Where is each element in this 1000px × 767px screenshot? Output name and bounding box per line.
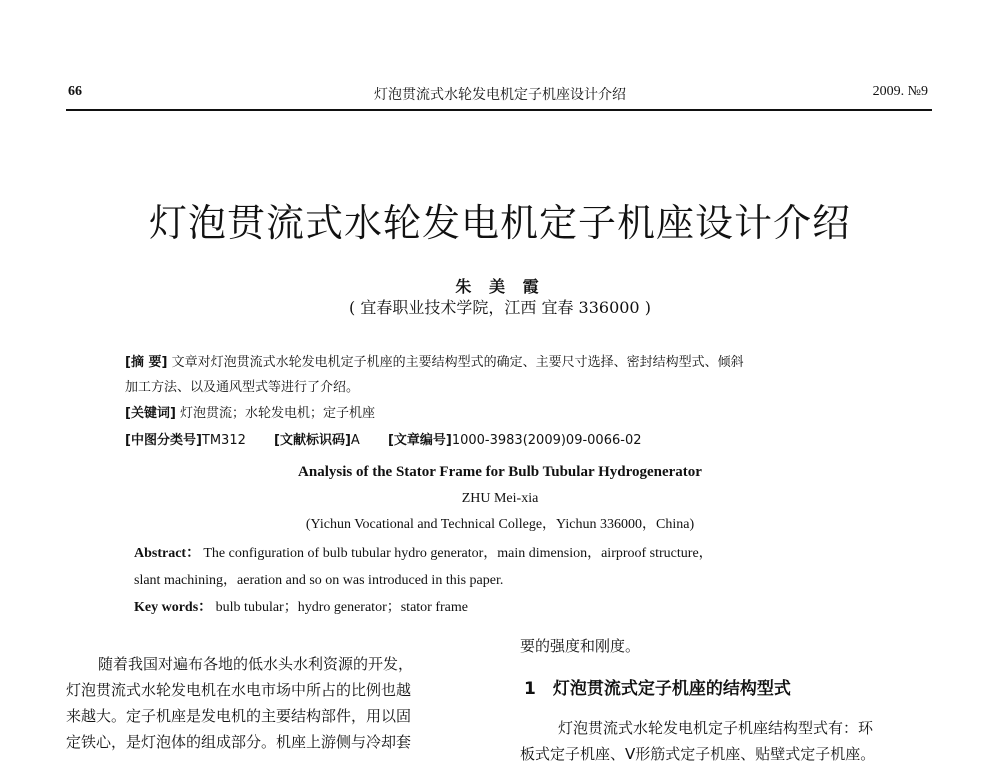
article-id-value: 1000-3983(2009)09-0066-02 bbox=[451, 433, 642, 448]
body-left-column bbox=[66, 651, 496, 755]
page-number: 66 bbox=[68, 84, 82, 99]
body-paragraph-line: 灯泡贯流式水轮发电机在水电市场中所占的比例也越 bbox=[66, 681, 412, 699]
section-heading: 1 灯泡贯流式定子机座的结构型式 bbox=[524, 679, 791, 699]
doc-value: A bbox=[350, 433, 360, 448]
cn-abstract-text-1: 文章对灯泡贯流式水轮发电机定子机座的主要结构型式的确定、主要尺寸选择、密封结构型式、倾斜 bbox=[171, 355, 744, 370]
cls-value: TM312 bbox=[201, 433, 246, 448]
cn-keywords-text: 灯泡贯流；水轮发电机；定子机座 bbox=[180, 406, 376, 421]
cn-keywords-label: [关键词] bbox=[125, 406, 176, 421]
cn-abstract-text-2: 加工方法、以及通风型式等进行了介绍。 bbox=[125, 380, 360, 395]
author-name: 朱 美 霞 bbox=[455, 277, 545, 296]
paper-title: 灯泡贯流式水轮发电机定子机座设计介绍 bbox=[148, 201, 851, 245]
english-title: Analysis of the Stator Frame for Bulb Tubular Hydrogenerator bbox=[298, 464, 702, 480]
english-affiliation: (Yichun Vocational and Technical College，Yichun 336000，China) bbox=[305, 517, 695, 532]
english-abstract-label: Abstract： bbox=[134, 546, 201, 561]
english-abstract-line-1 bbox=[134, 542, 713, 562]
body-right-column bbox=[520, 715, 875, 767]
body-paragraph-line: 来越大。定子机座是发电机的主要结构部件，用以固 bbox=[66, 707, 412, 725]
english-keywords bbox=[134, 596, 468, 616]
english-keywords-label: Key words： bbox=[134, 600, 213, 615]
classification-line bbox=[125, 432, 641, 450]
english-abstract-text-1: The configuration of bulb tubular hydro generator，main dimension，airproof structure， bbox=[203, 546, 713, 561]
body-paragraph-line: 板式定子机座、V形筋式定子机座、贴壁式定子机座。 bbox=[520, 745, 876, 763]
body-paragraph-line: 定铁心，是灯泡体的组成部分。机座上游侧与冷却套 bbox=[66, 733, 412, 751]
english-author: ZHU Mei-xia bbox=[461, 491, 539, 506]
cn-abstract-label: [摘 要] bbox=[125, 355, 168, 370]
english-abstract-text-2: slant machining，aeration and so on was introduced in this paper. bbox=[134, 573, 504, 588]
english-keywords-text: bulb tubular；hydro generator；stator frame bbox=[215, 600, 468, 615]
cls-label: [中图分类号] bbox=[125, 433, 202, 448]
doc-label: [文献标识码] bbox=[274, 433, 351, 448]
issue-number: 2009. №9 bbox=[872, 84, 928, 99]
article-id-label: [文章编号] bbox=[387, 433, 452, 448]
cn-abstract-line-1 bbox=[125, 354, 744, 372]
body-paragraph-line: 灯泡贯流式水轮发电机定子机座结构型式有：环 bbox=[558, 719, 874, 737]
body-paragraph-line: 随着我国对遍布各地的低水头水利资源的开发， bbox=[98, 655, 414, 673]
running-title: 灯泡贯流式水轮发电机定子机座设计介绍 bbox=[374, 88, 626, 103]
header-rule bbox=[66, 109, 932, 111]
author-affiliation: ( 宜春职业技术学院，江西 宜春 336000 ) bbox=[349, 298, 651, 317]
body-right-continuation: 要的强度和刚度。 bbox=[520, 637, 641, 655]
cn-keywords bbox=[125, 405, 375, 423]
